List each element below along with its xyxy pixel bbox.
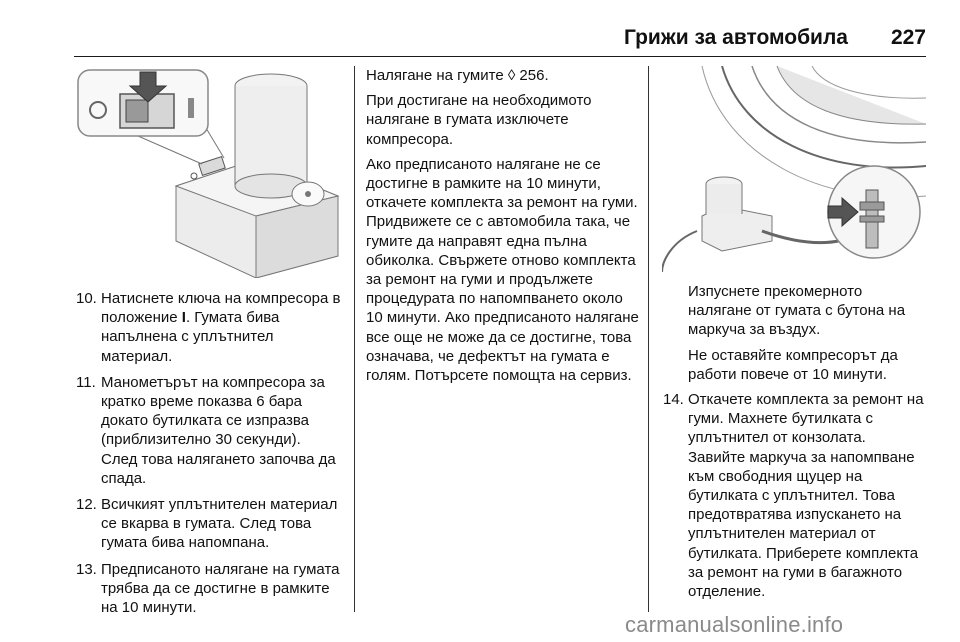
step-number: 12. — [76, 496, 97, 514]
switch-position-label: I — [181, 309, 186, 327]
steps-list-left — [76, 289, 341, 624]
page-header — [0, 0, 960, 60]
paragraph: Не оставяйте компресорът да работи повече от 10 минути. — [688, 346, 898, 383]
step-text: . Гумата бива напълнена с уплътнител материал. — [101, 309, 280, 365]
compressor-illustration — [76, 66, 340, 278]
step-number: 10. — [76, 290, 97, 307]
paragraph: Ако предписаното налягане не се достигне в рамките на 10 минути, откачете комплекта за ремонт на гуми. Придвижете се с автомобила така, че гумите да направят една пълна обиколка. Свържете отново комплекта за ремонт на гуми и продължете процедурата по напомпването около 10 минути. Ако предписаното налягане все още не може да се достигне, това означава, че дефектът на гумата е голям. Потърсете помощта на сервиз. — [366, 155, 639, 385]
step-number: 13. — [76, 560, 97, 578]
page-title: Грижи за автомобила — [623, 26, 848, 49]
list-item — [663, 390, 927, 601]
steps-list-right — [663, 390, 927, 601]
step-text: Манометърът на компресора за кратко време показва 6 бара докато бутилката се изпразва (приблизително 30 секунди). След това налягането започва да спада. — [101, 373, 336, 487]
tire-pressure-reference — [366, 66, 642, 85]
page-number: 227 — [890, 26, 926, 49]
step-text: Предписаното налягане на гумата трябва да се достигне в рамките на 10 минути. — [101, 560, 340, 617]
step-number: 11. — [76, 373, 96, 391]
column-divider-right — [648, 66, 649, 612]
reference-text: Налягане на гумите — [366, 67, 508, 84]
list-item — [76, 495, 341, 553]
step-text: Натиснете ключа на компресора в положение — [101, 290, 341, 327]
wheel-hose-illustration — [662, 66, 926, 272]
step-number: 14. — [663, 391, 684, 409]
middle-column — [366, 66, 642, 391]
header-divider — [74, 56, 926, 57]
list-item — [76, 560, 341, 618]
reference-page[interactable]: 256. — [515, 67, 549, 84]
paragraph: При достигане на необходимото налягане в гумата изключете компресора. — [366, 92, 592, 148]
watermark: carmanualsonline.info — [625, 612, 844, 637]
list-item — [76, 373, 341, 488]
reference-arrow-icon: ◊ — [507, 67, 516, 84]
column-divider-left — [354, 66, 355, 612]
paragraph: Изпуснете прекомерното налягане от гумата с бутона на маркуча за въздух. — [688, 283, 906, 339]
step-text: Откачете комплекта за ремонт на гуми. Махнете бутилката с уплътнител от конзолата. Завийте маркуча за напомпване към свободния щуцер на бутилката с уплътнител. Това предотвратява изпускането на уплътнителен материал от бутилката. Приберете комплекта за ремонт на гуми в багажното отделение. — [688, 391, 924, 601]
right-column — [663, 282, 927, 601]
step-text: Всичкият уплътнителен материал се вкарва в гумата. След това гумата бива напомпана. — [101, 496, 338, 552]
list-item — [76, 289, 341, 366]
